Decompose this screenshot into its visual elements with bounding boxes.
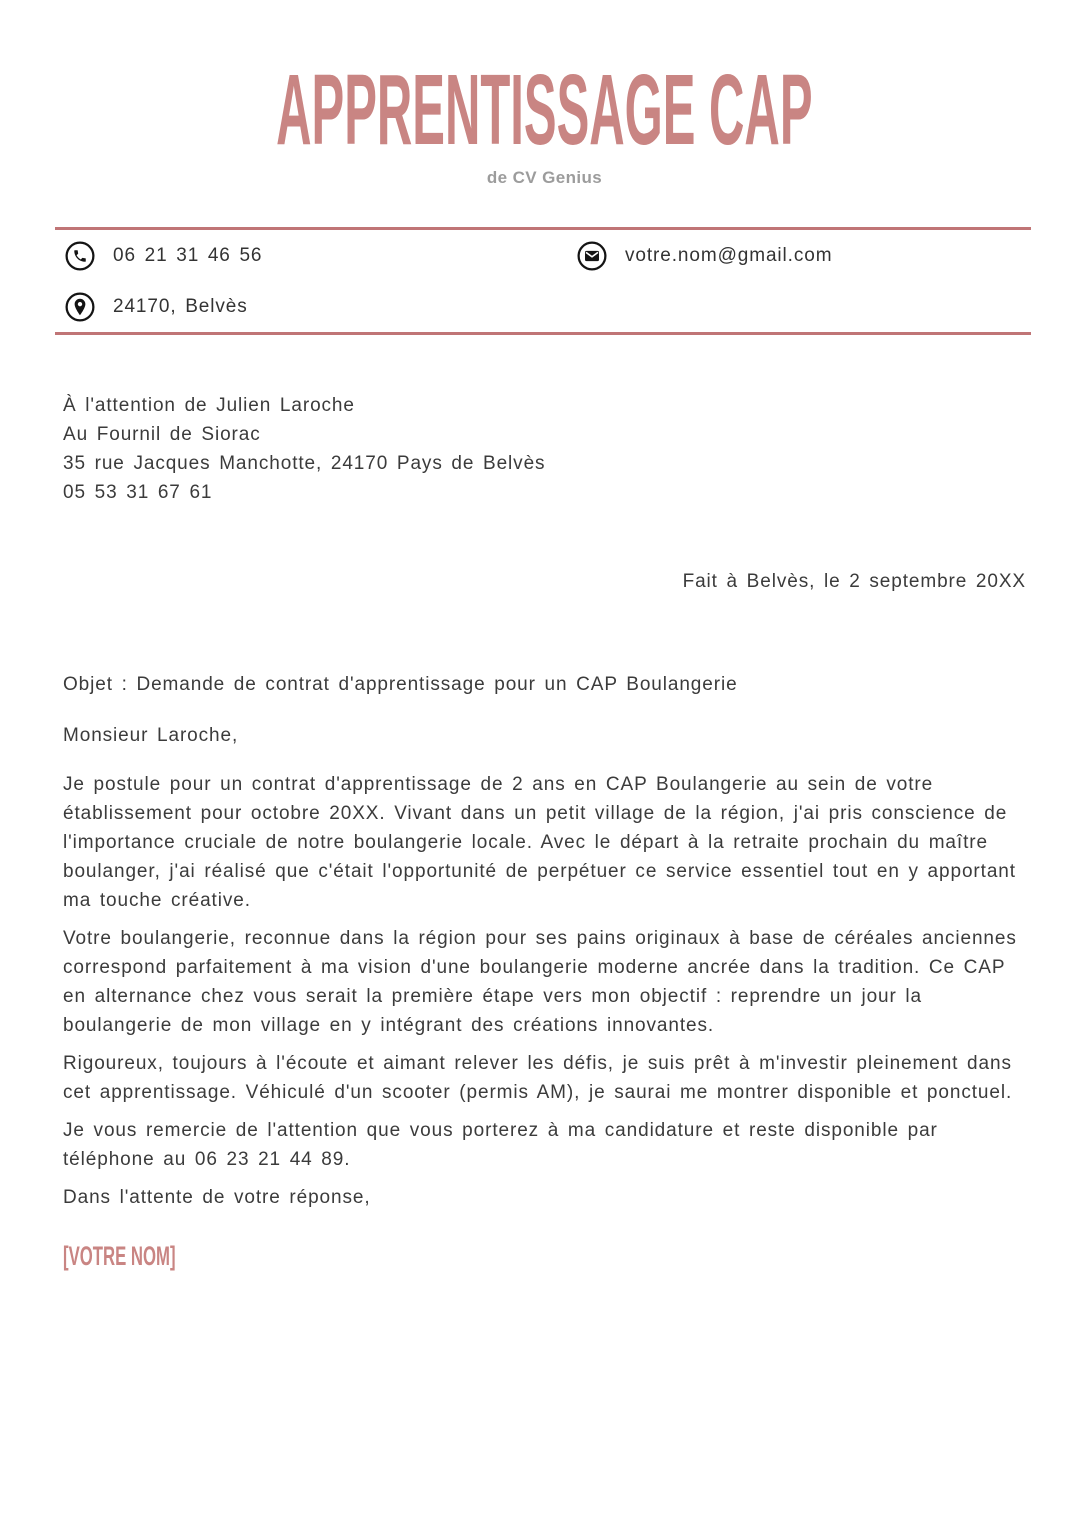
recipient-line: 05 53 31 67 61: [63, 482, 213, 503]
closing-line: Dans l'attente de votre réponse,: [63, 1187, 371, 1208]
salutation: Monsieur Laroche,: [63, 725, 239, 746]
recipient-line: Au Fournil de Siorac: [63, 424, 261, 445]
email-icon: [577, 241, 607, 271]
contact-email: [570, 241, 1031, 271]
recipient-line: 35 rue Jacques Manchotte, 24170 Pays de Belvès: [63, 453, 546, 474]
page-subtitle: de CV Genius: [486, 168, 603, 187]
contact-row-2: [55, 281, 1031, 332]
letter-body: [63, 770, 1026, 1174]
contact-location: [55, 292, 570, 322]
contact-row-1: [55, 230, 1031, 281]
contact-bar: [55, 227, 1031, 335]
dateline: Fait à Belvès, le 2 septembre 20XX: [682, 571, 1026, 592]
email-value: votre.nom@gmail.com: [625, 244, 833, 266]
subject-line: Objet : Demande de contrat d'apprentissage pour un CAP Boulangerie: [63, 674, 738, 695]
recipient-block: [63, 391, 1026, 507]
paragraph: Votre boulangerie, reconnue dans la région pour ses pains originaux à base de céréales anciennes correspond parfaitement à ma vision d'une boulangerie moderne ancrée dans la tradition. Ce CAP en alternance chez vous serait la première étape vers mon objectif : reprendre un jour la boulangerie de mon village en y intégrant des créations innovantes.: [63, 928, 1017, 1036]
phone-value: 06 21 31 46 56: [113, 244, 263, 266]
page-title: APPRENTISSAGE CAP: [276, 53, 813, 166]
paragraph: Je postule pour un contrat d'apprentissage de 2 ans en CAP Boulangerie au sein de votre établissement pour octobre 20XX. Vivant dans un petit village de la région, j'ai pris conscience de l'importance cruciale de notre boulangerie locale. Avec le départ à la retraite prochain du maître boulanger, j'ai réalisé que c'était l'opportunité de perpétuer ce service essentiel tout en y apportant ma touche créative.: [63, 774, 1016, 911]
title-row: [63, 53, 1026, 166]
paragraph: Je vous remercie de l'attention que vous porterez à ma candidature et reste disponible par téléphone au 06 23 21 44 89.: [63, 1120, 938, 1170]
phone-icon: [65, 241, 95, 271]
location-icon: [65, 292, 95, 322]
location-value: 24170, Belvès: [113, 295, 248, 317]
recipient-line: À l'attention de Julien Laroche: [63, 395, 355, 416]
paragraph: Rigoureux, toujours à l'écoute et aimant relever les défis, je suis prêt à m'investir pleinement dans cet apprentissage. Véhiculé d'un scooter (permis AM), je saurai me montrer disponible et ponctuel.: [63, 1053, 1013, 1103]
contact-phone: [55, 241, 570, 271]
signature-name: [VOTRE NOM]: [63, 1241, 176, 1271]
letter-header: [63, 53, 1026, 188]
